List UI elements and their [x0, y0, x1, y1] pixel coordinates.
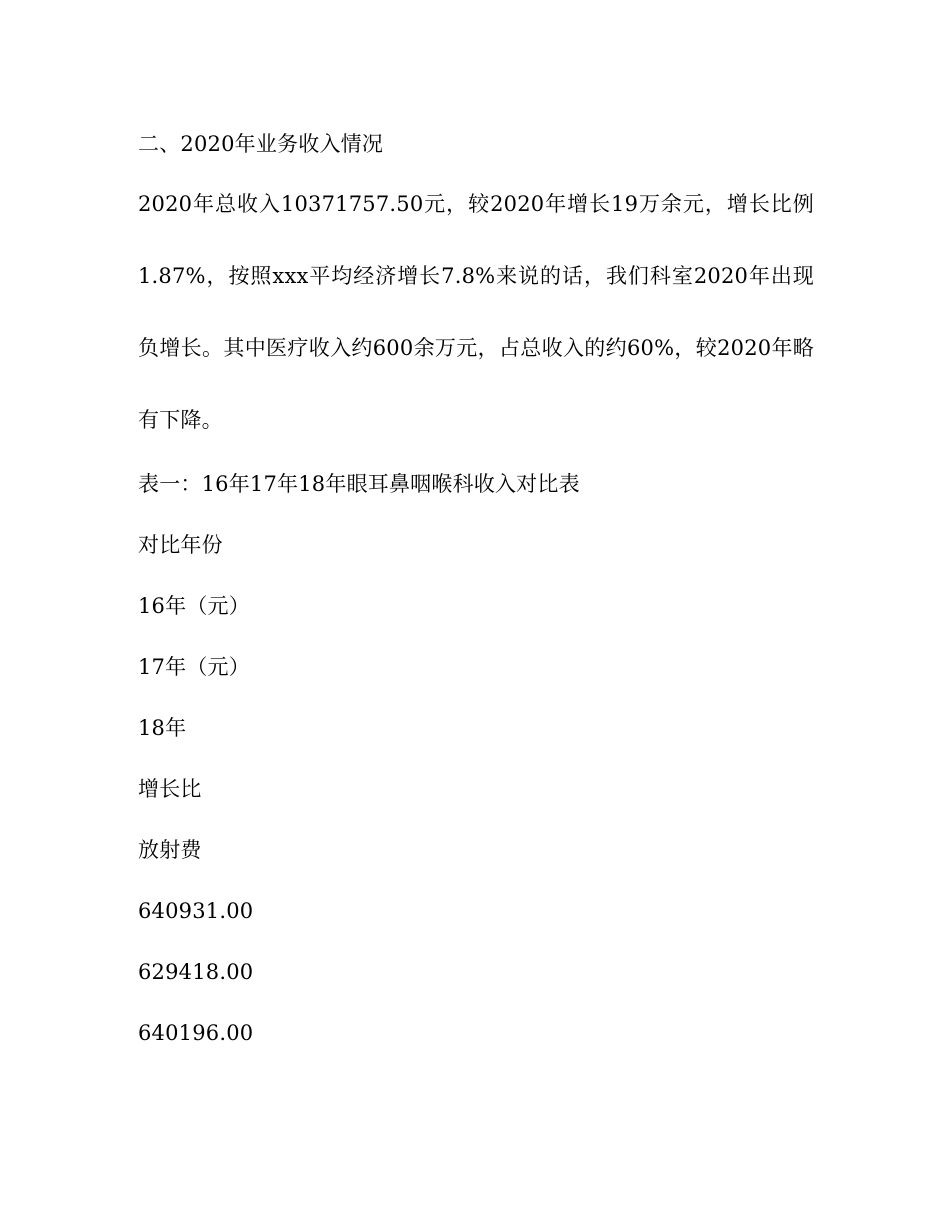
table-cell-2017: 629418.00 — [138, 960, 254, 984]
table-row-label: 放射费 — [138, 838, 202, 862]
table-header-growth: 增长比 — [138, 777, 202, 801]
body-paragraph: 2020年总收入10371757.50元，较2020年增长19万余元，增长比例1.87%，按照xxx平均经济增长7.8%来说的话，我们科室2020年出现负增长。其中医疗收入约600余万元，占总收入的约60%，较2020年略有下降。 — [138, 192, 814, 432]
table-cell-2016: 640931.00 — [138, 899, 254, 923]
section-heading: 二、2020年业务收入情况 — [138, 132, 384, 156]
table-title: 表一：16年17年18年眼耳鼻咽喉科收入对比表 — [138, 472, 580, 496]
table-header-2016: 16年（元） — [138, 594, 250, 618]
table-header-year: 对比年份 — [138, 533, 223, 557]
table-header-2018: 18年 — [138, 716, 187, 740]
table-header-2017: 17年（元） — [138, 655, 250, 679]
table-cell-2018: 640196.00 — [138, 1021, 254, 1045]
